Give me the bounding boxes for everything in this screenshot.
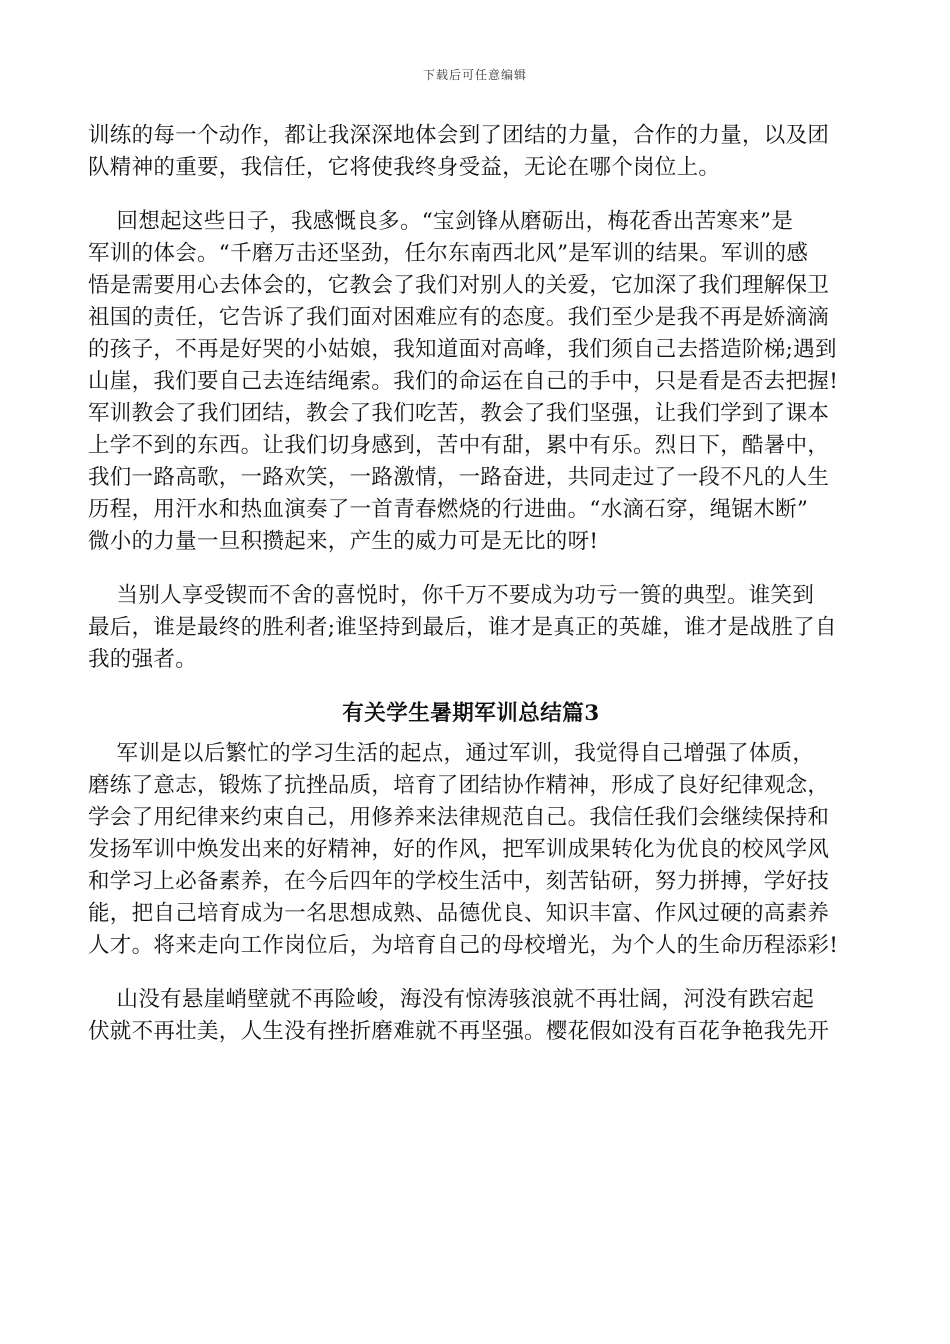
page-header-note: 下载后可任意编辑 (422, 68, 527, 82)
text-line: 发扬军训中焕发出来的好精神，好的作风，把军训成果转化为优良的校风学风 (88, 837, 830, 862)
text-line: 伏就不再壮美，人生没有挫折磨难就不再坚强。樱花假如没有百花争艳我先开 (88, 1019, 830, 1044)
text-line: 军训的体会。“千磨万击还坚劲，任尔东南西北风”是军训的结果。军训的感 (88, 241, 809, 266)
text-line: 回想起这些日子，我感慨良多。“宝剑锋从磨砺出，梅花香出苦寒来”是 (88, 209, 794, 234)
text-line: 我的强者。 (88, 647, 198, 672)
paragraph-3 (88, 580, 854, 676)
paragraph-2 (88, 206, 854, 558)
paragraph-4 (88, 738, 854, 962)
text-line: 和学习上必备素养，在今后四年的学校生活中，刻苦钻研，努力拼搏，学好技 (88, 869, 830, 894)
paragraph-1 (88, 120, 854, 184)
text-line: 训练的每一个动作，都让我深深地体会到了团结的力量，合作的力量，以及团 (88, 123, 830, 148)
text-line: 当别人享受锲而不舍的喜悦时，你千万不要成为功亏一篑的典型。谁笑到 (88, 583, 815, 608)
document-body (88, 120, 854, 1048)
text-line: 队精神的重要，我信任，它将使我终身受益，无论在哪个岗位上。 (88, 155, 721, 180)
text-line: 悟是需要用心去体会的，它教会了我们对别人的关爱，它加深了我们理解保卫 (88, 273, 830, 298)
text-line: 山没有悬崖峭壁就不再险峻，海没有惊涛骇浪就不再壮阔，河没有跌宕起 (88, 987, 815, 1012)
text-line: 上学不到的东西。让我们切身感到，苦中有甜，累中有乐。烈日下，酷暑中， (88, 433, 830, 458)
text-line: 历程，用汗水和热血演奏了一首青春燃烧的行进曲。“水滴石穿，绳锯木断” (88, 497, 809, 522)
text-line: 人才。将来走向工作岗位后，为培育自己的母校增光，为个人的生命历程添彩! (88, 933, 839, 958)
paragraph-5 (88, 984, 854, 1048)
text-line: 祖国的责任，它告诉了我们面对困难应有的态度。我们至少是我不再是娇滴滴 (88, 305, 830, 330)
text-line: 军训是以后繁忙的学习生活的起点，通过军训，我觉得自己增强了体质， (88, 741, 815, 766)
text-line: 最后，谁是最终的胜利者;谁坚持到最后，谁才是真正的英雄，谁才是战胜了自 (88, 615, 837, 640)
text-line: 山崖，我们要自己去连结绳索。我们的命运在自己的手中，只是看是否去把握! (88, 369, 839, 394)
text-line: 磨练了意志，锻炼了抗挫品质，培育了团结协作精神，形成了良好纪律观念， (88, 773, 830, 798)
text-line: 的孩子，不再是好哭的小姑娘，我知道面对高峰，我们须自己去搭造阶梯;遇到 (88, 337, 837, 362)
text-line: 学会了用纪律来约束自己，用修养来法律规范自己。我信任我们会继续保持和 (88, 805, 830, 830)
text-line: 我们一路高歌，一路欢笑，一路激情，一路奋进，共同走过了一段不凡的人生 (88, 465, 830, 490)
text-line: 微小的力量一旦积攒起来，产生的威力可是无比的呀! (88, 529, 599, 554)
section-heading: 有关学生暑期军训总结篇3 (342, 701, 600, 726)
text-line: 能，把自己培育成为一名思想成熟、品德优良、知识丰富、作风过硬的高素养 (88, 901, 830, 926)
text-line: 军训教会了我们团结，教会了我们吃苦，教会了我们坚强，让我们学到了课本 (88, 401, 830, 426)
